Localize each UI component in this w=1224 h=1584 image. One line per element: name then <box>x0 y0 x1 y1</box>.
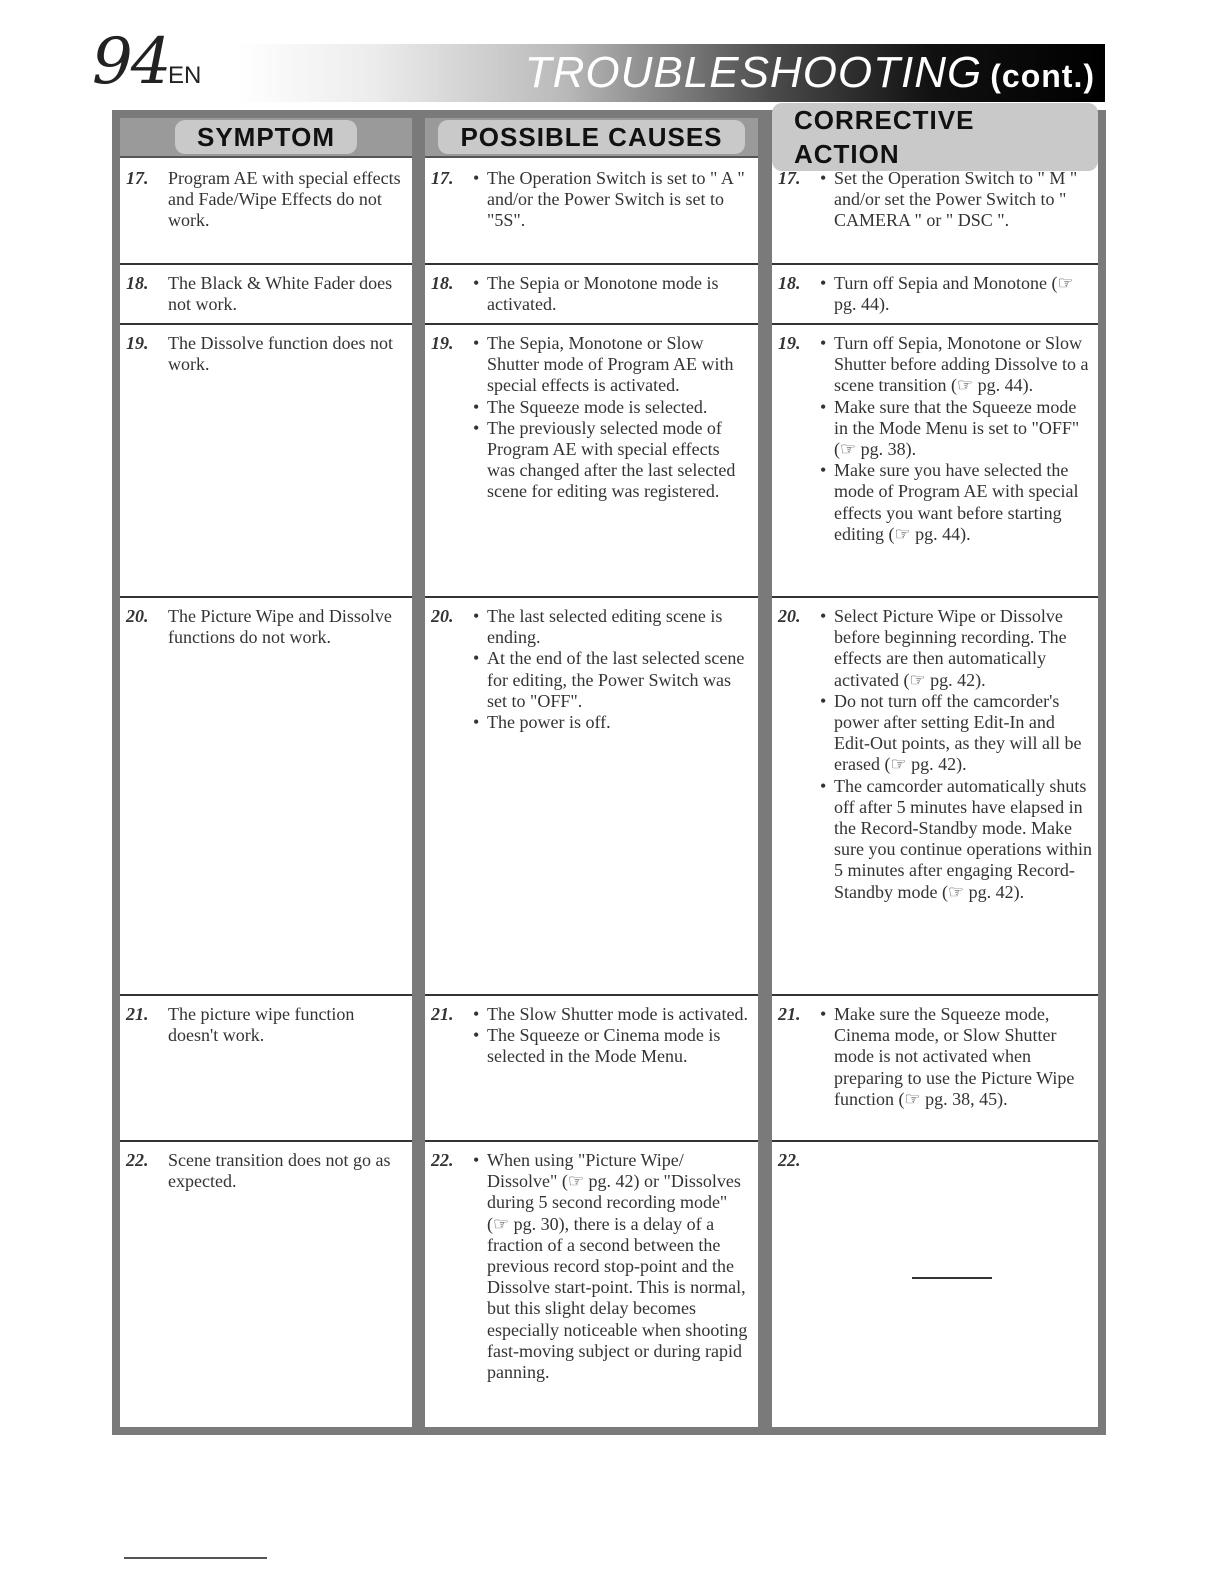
page-title-suffix: (cont.) <box>990 58 1095 94</box>
symptom-cell-17: 17. Program AE with special effects and Fade/Wipe Effects do not work. <box>120 160 412 265</box>
troubleshooting-table <box>112 105 1106 1435</box>
action-cell-18: 18. • Turn off Sepia and Monotone (☞ pg. 44). <box>772 265 1098 325</box>
action-cell-17: 17. • Set the Operation Switch to " M " and/or set the Power Switch to " CAMERA " or " DSC ". <box>772 160 1098 265</box>
page-title <box>525 48 1095 101</box>
symptom-column <box>120 118 412 1427</box>
action-item: • Turn off Sepia, Monotone or Slow Shutter before adding Dissolve to a scene transition (☞ pg. 44). <box>820 333 1092 397</box>
cause-item: • At the end of the last selected scene for editing, the Power Switch was set to "OFF". <box>473 648 752 712</box>
symptom-cell-22: 22. Scene transition does not go as expected. <box>126 1150 391 1192</box>
cause-item: • The Sepia or Monotone mode is activated. <box>473 273 752 315</box>
empty-action-rule <box>912 1277 992 1279</box>
cause-item: • The previously selected mode of Program AE with special effects was changed after the last selected scene for editing was registered. <box>473 418 752 503</box>
action-item: • Set the Operation Switch to " M " and/or set the Power Switch to " CAMERA " or " DSC ". <box>820 168 1092 232</box>
causes-header: POSSIBLE CAUSES <box>425 118 758 158</box>
cause-item: • The Operation Switch is set to " A " and/or the Power Switch is set to "5S". <box>473 168 752 232</box>
action-cell-20: 20. • Select Picture Wipe or Dissolve before beginning recording. The effects are then automatically activated (☞ pg. 42). • Do not turn off the camcorder's power after setting Edit-In and Edit-Out points, as they will all be erased (☞ pg. 42). • The camcorder automatically shuts off after 5 minutes have elapsed in the Record-Standby mode. Make sure you continue operations within 5 minutes after engaging Record-Standby mode (☞ pg. 42). <box>772 598 1098 996</box>
cause-item: • The Sepia, Monotone or Slow Shutter mode of Program AE with special effects is activated. <box>473 333 752 397</box>
page-title-main: TROUBLESHOOTING <box>524 48 983 97</box>
page-number: 94 <box>92 25 170 99</box>
action-cell-22: 22. <box>772 1142 1098 1427</box>
action-item: • Do not turn off the camcorder's power after setting Edit-In and Edit-Out points, as they will all be erased (☞ pg. 42). <box>820 691 1092 776</box>
symptom-cell-18: 18. The Black & White Fader does not work. <box>120 265 412 325</box>
cause-item: • The last selected editing scene is ending. <box>473 606 752 648</box>
causes-cell-21: 21. • The Slow Shutter mode is activated. • The Squeeze or Cinema mode is selected in the Mode Menu. <box>425 996 758 1142</box>
action-item: • Turn off Sepia and Monotone (☞ pg. 44). <box>820 273 1092 315</box>
causes-cell-17: 17. • The Operation Switch is set to " A " and/or the Power Switch is set to "5S". <box>425 160 758 265</box>
action-item: • Select Picture Wipe or Dissolve before beginning recording. The effects are then automatically activated (☞ pg. 42). <box>820 606 1092 691</box>
causes-column <box>425 118 758 1427</box>
action-item: • Make sure the Squeeze mode, Cinema mode, or Slow Shutter mode is not activated when preparing to use the Picture Wipe function (☞ pg. 38, 45). <box>820 1004 1092 1110</box>
action-column <box>772 105 1098 1427</box>
action-cell-21: 21. • Make sure the Squeeze mode, Cinema mode, or Slow Shutter mode is not activated when preparing to use the Picture Wipe function (☞ pg. 38, 45). <box>772 996 1098 1142</box>
cause-item: • When using "Picture Wipe/ Dissolve" (☞ pg. 42) or "Dissolves during 5 second recording mode" (☞ pg. 30), there is a delay of a fraction of a second between the previous record stop-point and the Dissolve start-point. This is normal, but this slight delay becomes especially noticeable when shooting fast-moving subject or during rapid panning. <box>473 1150 752 1383</box>
cause-item: • The Squeeze or Cinema mode is selected in the Mode Menu. <box>473 1025 752 1067</box>
action-item: • Make sure you have selected the mode of Program AE with special effects you want before starting editing (☞ pg. 44). <box>820 460 1092 545</box>
action-cell-19: 19. • Turn off Sepia, Monotone or Slow Shutter before adding Dissolve to a scene transition (☞ pg. 44). • Make sure that the Squeeze mode in the Mode Menu is set to "OFF" (☞ pg. 38). • Make sure you have selected the mode of Program AE with special effects you want before starting editing (☞ pg. 44). <box>772 325 1098 598</box>
action-item: • Make sure that the Squeeze mode in the Mode Menu is set to "OFF" (☞ pg. 38). <box>820 397 1092 461</box>
action-header: CORRECTIVE ACTION <box>772 118 1098 158</box>
symptom-cell-19: 19. The Dissolve function does not work. <box>120 325 412 598</box>
cause-item: • The Squeeze mode is selected. <box>473 397 752 418</box>
action-item: • The camcorder automatically shuts off after 5 minutes have elapsed in the Record-Standby mode. Make sure you continue operations within 5 minutes after engaging Record-Standby mode (☞ pg. 42). <box>820 776 1092 903</box>
footer-rule <box>124 1557 267 1559</box>
title-banner <box>235 44 1105 102</box>
causes-cell-19: 19. • The Sepia, Monotone or Slow Shutter mode of Program AE with special effects is activated. • The Squeeze mode is selected. • The previously selected mode of Program AE with special effects was changed after the last selected scene for editing was registered. <box>425 325 758 598</box>
symptom-header: SYMPTOM <box>120 118 412 158</box>
causes-cell-22: 22. • When using "Picture Wipe/ Dissolve" (☞ pg. 42) or "Dissolves during 5 second recording mode" (☞ pg. 30), there is a delay of a fraction of a second between the previous record stop-point and the Dissolve start-point. This is normal, but this slight delay becomes especially noticeable when shooting fast-moving subject or during rapid panning. <box>425 1142 758 1427</box>
symptom-cell-20: 20. The Picture Wipe and Dissolve functions do not work. <box>120 598 412 996</box>
symptom-cell-21: 21. The picture wipe function doesn't work. <box>120 996 412 1142</box>
cause-item: • The Slow Shutter mode is activated. <box>473 1004 752 1025</box>
language-code: EN <box>168 62 202 89</box>
causes-cell-18: 18. • The Sepia or Monotone mode is activated. <box>425 265 758 325</box>
cause-item: • The power is off. <box>473 712 752 733</box>
causes-cell-20: 20. • The last selected editing scene is ending. • At the end of the last selected scene for editing, the Power Switch was set to "OFF". • The power is off. <box>425 598 758 996</box>
